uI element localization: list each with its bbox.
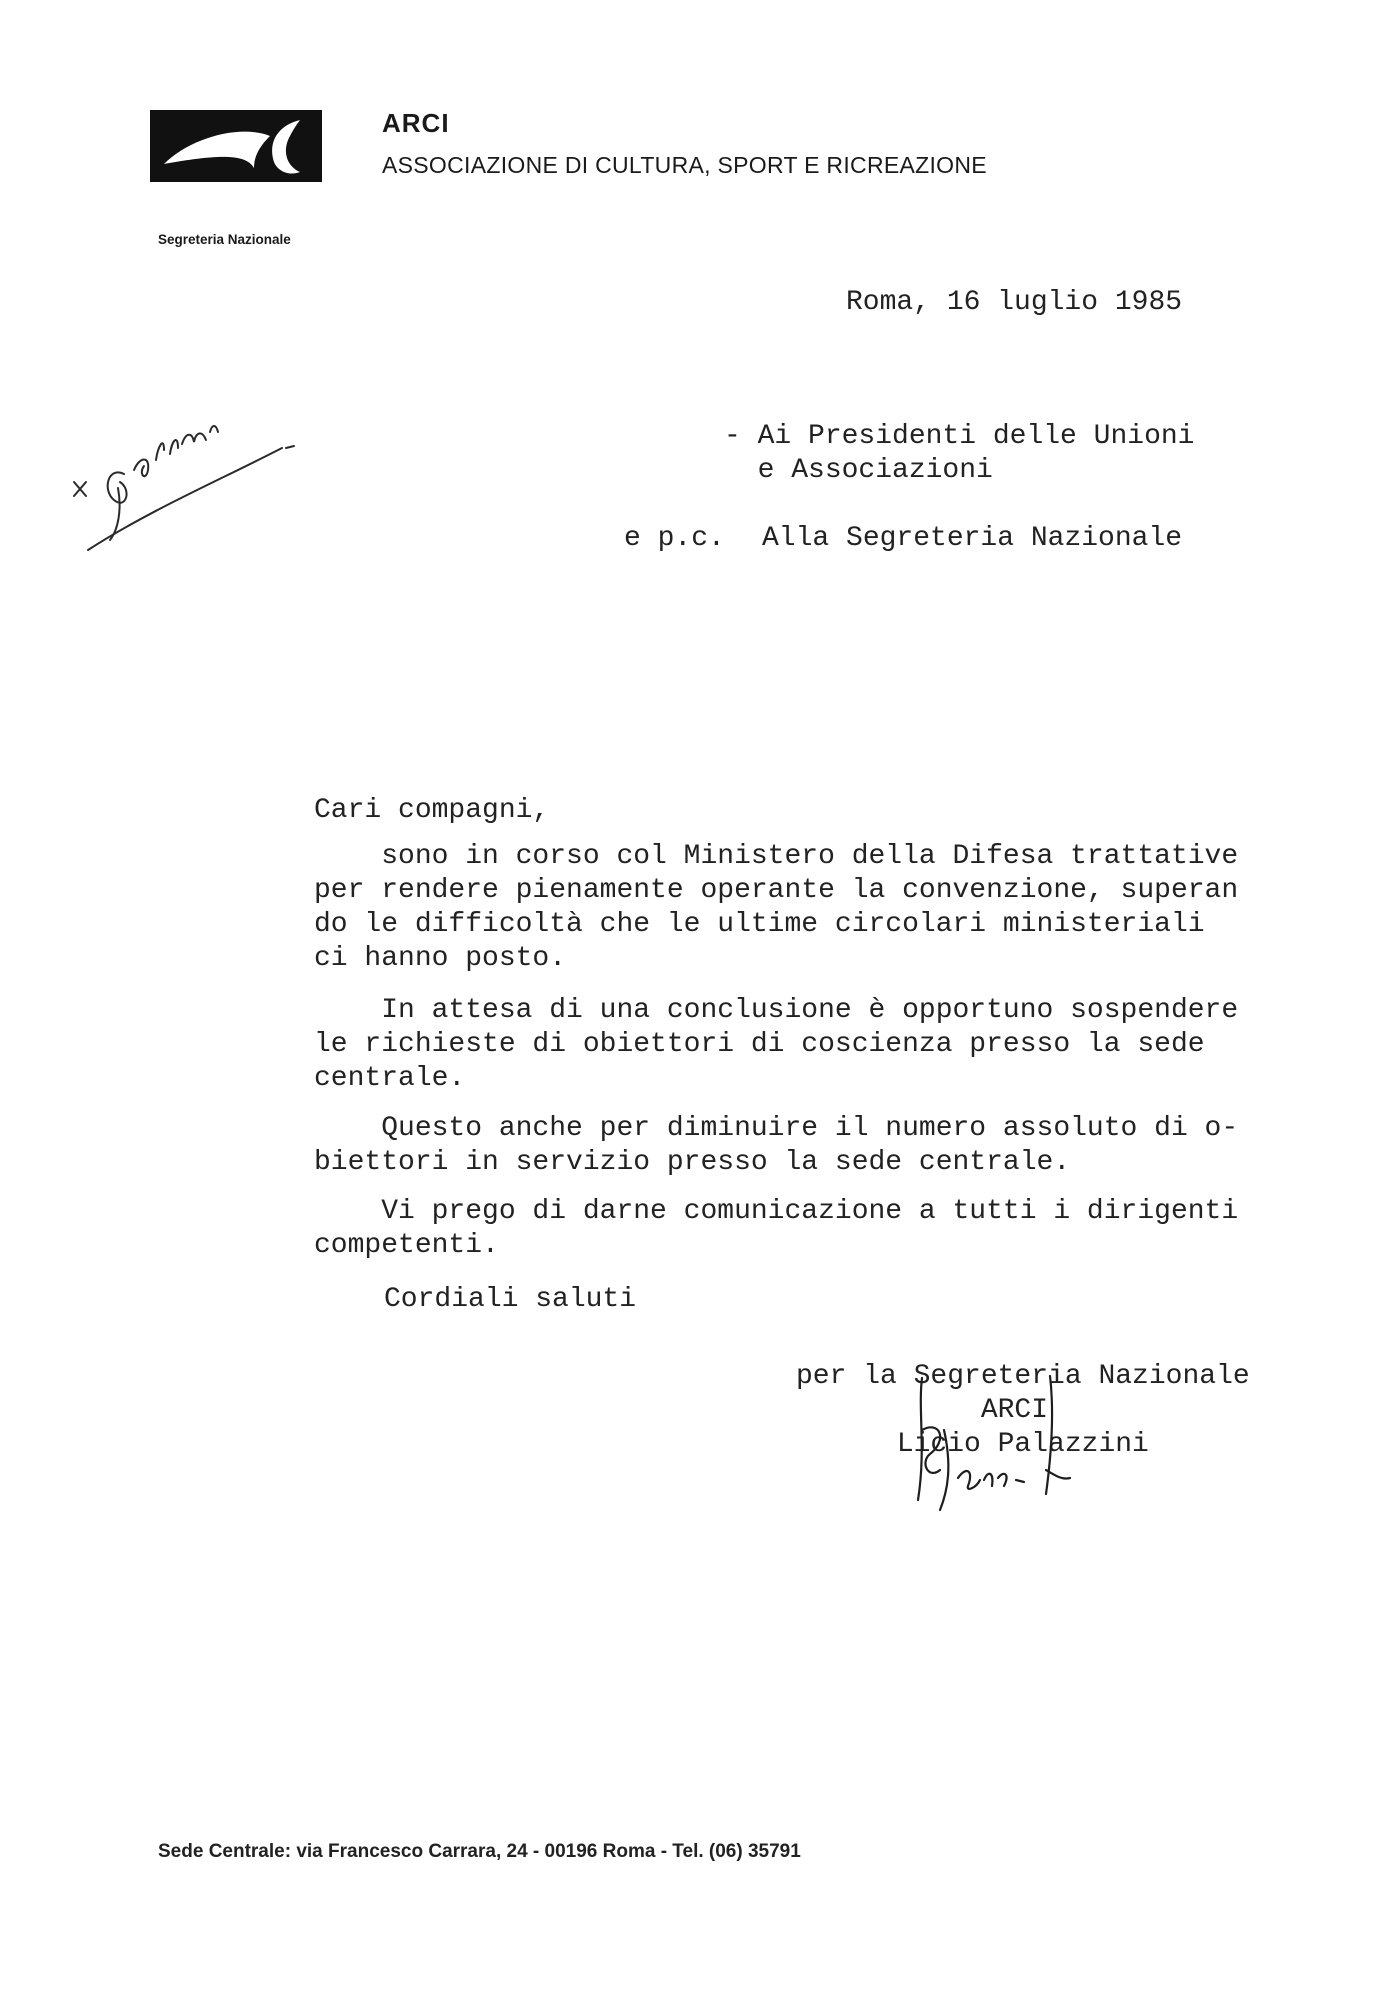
body-line: ci hanno posto. xyxy=(314,943,567,974)
signature-line: per la Segreteria Nazionale xyxy=(796,1361,1250,1392)
body-line: per rendere pienamente operante la convenzione, superan xyxy=(314,875,1239,906)
letter-date: Roma, 16 luglio 1985 xyxy=(846,287,1183,318)
handwritten-signature xyxy=(900,1370,1100,1520)
recipient-line: - Ai Presidenti delle Unioni xyxy=(724,421,1195,452)
body-line: centrale. xyxy=(314,1063,466,1094)
organization-name: ARCI xyxy=(382,108,450,138)
body-line: Vi prego di darne comunicazione a tutti i dirigenti xyxy=(314,1196,1239,1227)
arci-logo xyxy=(150,110,322,182)
cc-recipient: Alla Segreteria Nazionale xyxy=(762,523,1183,554)
signature-line: Licio Palazzini xyxy=(796,1429,1149,1460)
handwritten-annotation xyxy=(60,370,300,570)
department-label: Segreteria Nazionale xyxy=(158,232,291,247)
recipients-block xyxy=(724,420,1194,488)
body-line: sono in corso col Ministero della Difesa trattative xyxy=(314,841,1239,872)
salutation: Cari compagni, xyxy=(314,795,550,826)
body-line: le richieste di obiettori di coscienza presso la sede xyxy=(314,1029,1205,1060)
body-line: In attesa di una conclusione è opportuno sospendere xyxy=(314,995,1239,1026)
body-paragraph xyxy=(314,994,1238,1096)
body-paragraph xyxy=(314,1112,1238,1180)
body-paragraph xyxy=(314,840,1238,976)
footer-address: Sede Centrale: via Francesco Carrara, 24 - 00196 Roma - Tel. (06) 35791 xyxy=(158,1841,801,1862)
body-line: Questo anche per diminuire il numero assoluto di o- xyxy=(314,1113,1239,1144)
signature-line: ARCI xyxy=(796,1395,1049,1426)
organization-full-name: ASSOCIAZIONE DI CULTURA, SPORT E RICREAZIONE xyxy=(382,152,987,178)
body-paragraph xyxy=(314,1195,1238,1263)
closing: Cordiali saluti xyxy=(384,1284,637,1315)
recipient-line: e Associazioni xyxy=(724,455,993,486)
body-line: do le difficoltà che le ultime circolari ministeriali xyxy=(314,909,1205,940)
body-line: biettori in servizio presso la sede centrale. xyxy=(314,1147,1071,1178)
cc-prefix: e p.c. xyxy=(624,523,725,554)
body-line: competenti. xyxy=(314,1230,499,1261)
